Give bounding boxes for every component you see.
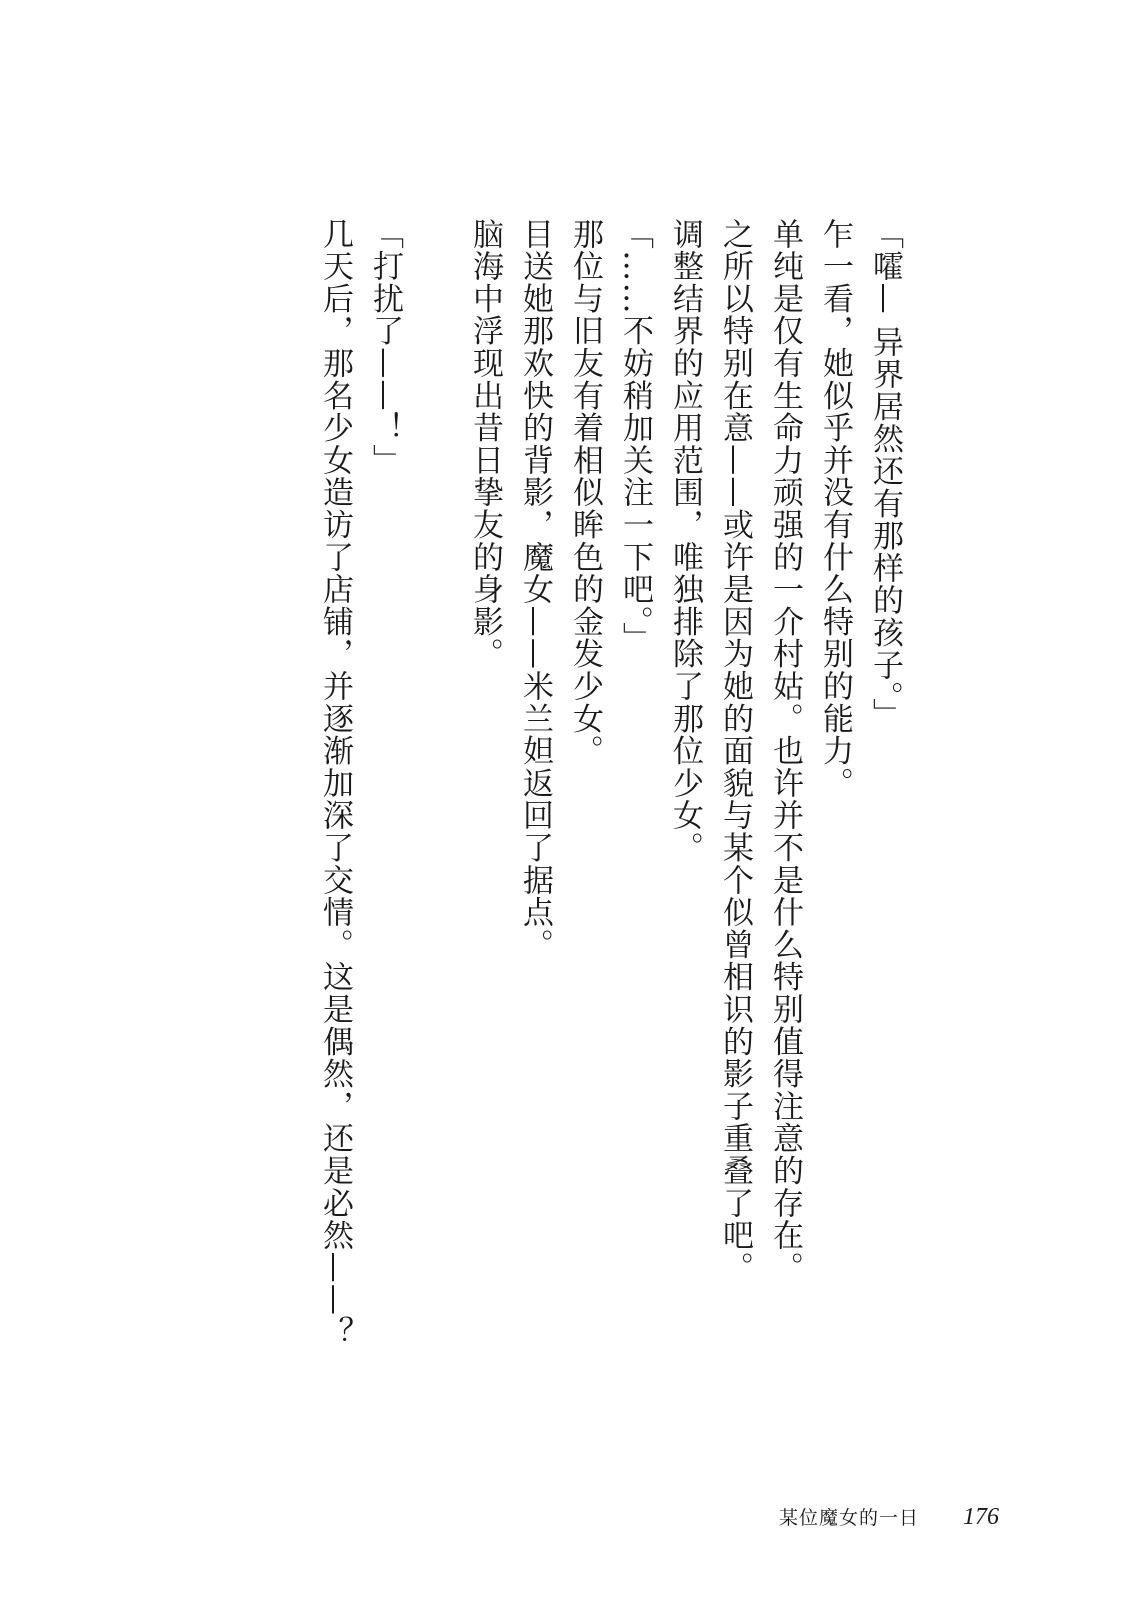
text-line: 几天后，那名少女造访了店铺，并逐渐加深了交情。这是偶然，还是必然——？ bbox=[317, 218, 353, 1349]
text-line: 脑海中浮现出昔日挚友的身影。 bbox=[467, 218, 503, 671]
text-line: 单纯是仅有生命力顽强的一介村姑。也许并不是什么特别值得注意的存在。 bbox=[767, 218, 803, 1284]
text-line: 「嚯— 异界居然还有那样的孩子。」 bbox=[867, 218, 903, 731]
text-line: 「打扰了——！」 bbox=[367, 218, 403, 477]
vertical-text-block bbox=[310, 218, 910, 1349]
text-line: 「……不妨稍加关注一下吧。」 bbox=[617, 218, 653, 655]
text-line: 乍一看，她似乎并没有什么特别的能力。 bbox=[817, 218, 853, 800]
page-footer bbox=[779, 1503, 1039, 1543]
text-line: 那位与旧友有着相似眸色的金发少女。 bbox=[567, 218, 603, 768]
book-title: 某位魔女的一日 bbox=[779, 1507, 920, 1529]
text-line: 目送她那欢快的背影，魔女——米兰妲返回了据点。 bbox=[517, 218, 553, 961]
page-number: 176 bbox=[963, 1504, 1000, 1530]
text-line: 之所以特别在意——或许是因为她的面貌与某个似曾相识的影子重叠了吧。 bbox=[717, 218, 753, 1284]
text-line: 调整结界的应用范围，唯独排除了那位少女。 bbox=[667, 218, 703, 864]
